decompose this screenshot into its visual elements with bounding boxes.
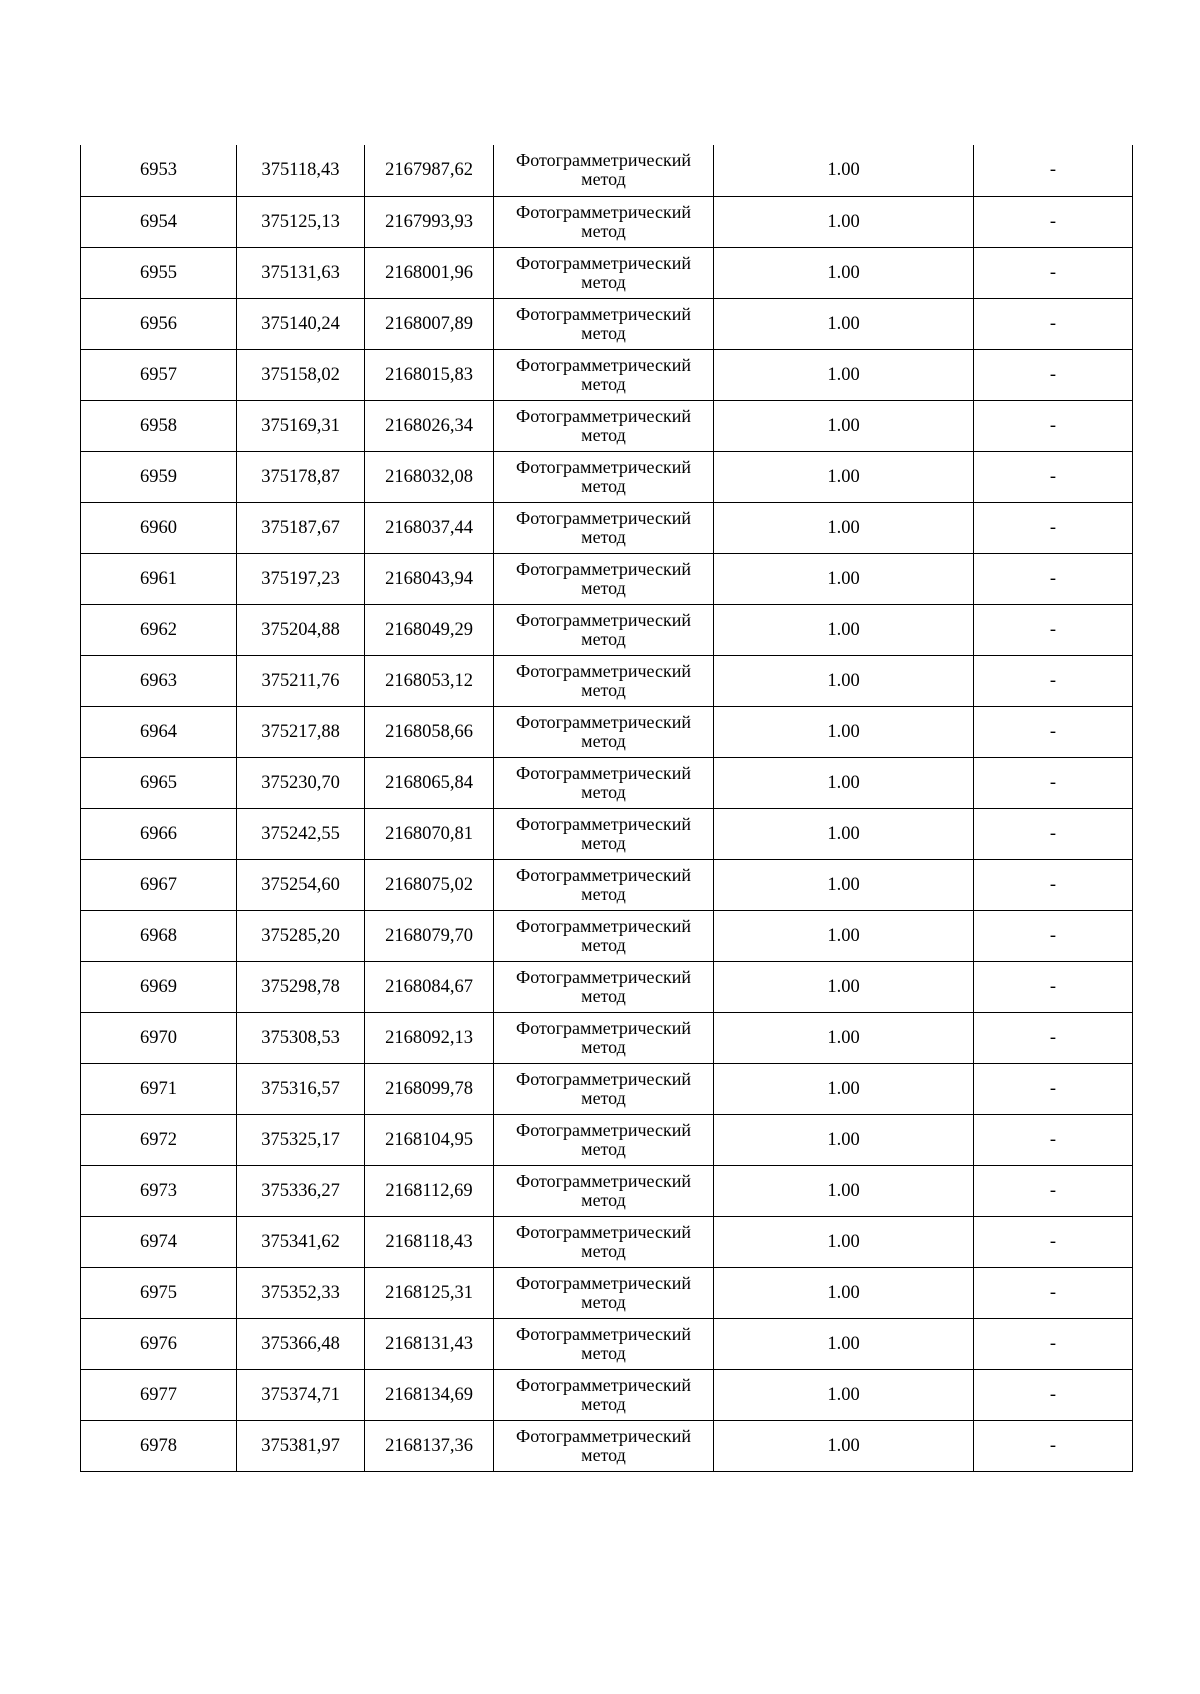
method-line-2: метод [581, 1087, 626, 1108]
x-coordinate-cell: 375178,87 [237, 451, 365, 502]
y-coordinate-cell: 2168092,13 [365, 1012, 494, 1063]
point-number-cell: 6954 [81, 196, 237, 247]
table-row [81, 1369, 1133, 1420]
method-cell [494, 1420, 714, 1471]
point-number-cell: 6968 [81, 910, 237, 961]
point-number-cell: 6956 [81, 298, 237, 349]
table-row [81, 1216, 1133, 1267]
x-coordinate-cell: 375197,23 [237, 553, 365, 604]
method-cell [494, 298, 714, 349]
method-line-2: метод [581, 730, 626, 751]
note-cell: - [974, 1216, 1133, 1267]
method-line-2: метод [581, 781, 626, 802]
method-cell [494, 1165, 714, 1216]
method-line-2: метод [581, 220, 626, 241]
method-line-1: Фотограмметрический [516, 1221, 691, 1242]
x-coordinate-cell: 375316,57 [237, 1063, 365, 1114]
method-cell [494, 553, 714, 604]
point-number-cell: 6959 [81, 451, 237, 502]
point-number-cell: 6962 [81, 604, 237, 655]
accuracy-cell: 1.00 [714, 757, 974, 808]
accuracy-cell: 1.00 [714, 604, 974, 655]
x-coordinate-cell: 375254,60 [237, 859, 365, 910]
accuracy-cell: 1.00 [714, 1165, 974, 1216]
y-coordinate-cell: 2168043,94 [365, 553, 494, 604]
accuracy-cell: 1.00 [714, 1369, 974, 1420]
method-cell [494, 1267, 714, 1318]
x-coordinate-cell: 375211,76 [237, 655, 365, 706]
y-coordinate-cell: 2168037,44 [365, 502, 494, 553]
y-coordinate-cell: 2168032,08 [365, 451, 494, 502]
point-number-cell: 6955 [81, 247, 237, 298]
method-line-2: метод [581, 1240, 626, 1261]
x-coordinate-cell: 375374,71 [237, 1369, 365, 1420]
table-row [81, 1114, 1133, 1165]
method-line-2: метод [581, 1036, 626, 1057]
method-line-1: Фотограмметрический [516, 1272, 691, 1293]
method-line-2: метод [581, 1291, 626, 1312]
method-line-2: метод [581, 322, 626, 343]
x-coordinate-cell: 375366,48 [237, 1318, 365, 1369]
method-cell [494, 502, 714, 553]
y-coordinate-cell: 2168112,69 [365, 1165, 494, 1216]
point-number-cell: 6966 [81, 808, 237, 859]
method-line-2: метод [581, 1138, 626, 1159]
note-cell: - [974, 451, 1133, 502]
note-cell: - [974, 400, 1133, 451]
y-coordinate-cell: 2168137,36 [365, 1420, 494, 1471]
note-cell: - [974, 247, 1133, 298]
method-line-1: Фотограмметрический [516, 1425, 691, 1446]
y-coordinate-cell: 2168079,70 [365, 910, 494, 961]
note-cell: - [974, 1267, 1133, 1318]
y-coordinate-cell: 2168125,31 [365, 1267, 494, 1318]
x-coordinate-cell: 375169,31 [237, 400, 365, 451]
note-cell: - [974, 1369, 1133, 1420]
accuracy-cell: 1.00 [714, 502, 974, 553]
table-row [81, 400, 1133, 451]
note-cell: - [974, 1420, 1133, 1471]
coordinates-table-body [81, 145, 1133, 1471]
point-number-cell: 6971 [81, 1063, 237, 1114]
note-cell: - [974, 1165, 1133, 1216]
accuracy-cell: 1.00 [714, 451, 974, 502]
method-line-2: метод [581, 1444, 626, 1465]
table-row [81, 1267, 1133, 1318]
y-coordinate-cell: 2168104,95 [365, 1114, 494, 1165]
method-line-2: метод [581, 883, 626, 904]
accuracy-cell: 1.00 [714, 1267, 974, 1318]
method-line-1: Фотограмметрический [516, 864, 691, 885]
note-cell: - [974, 706, 1133, 757]
note-cell: - [974, 910, 1133, 961]
coordinates-table [80, 145, 1133, 1472]
x-coordinate-cell: 375118,43 [237, 145, 365, 196]
x-coordinate-cell: 375187,67 [237, 502, 365, 553]
method-line-2: метод [581, 169, 626, 190]
accuracy-cell: 1.00 [714, 910, 974, 961]
method-cell [494, 910, 714, 961]
method-cell [494, 655, 714, 706]
method-line-2: метод [581, 1189, 626, 1210]
method-line-2: метод [581, 985, 626, 1006]
method-line-1: Фотограмметрический [516, 354, 691, 375]
y-coordinate-cell: 2168099,78 [365, 1063, 494, 1114]
y-coordinate-cell: 2168075,02 [365, 859, 494, 910]
method-line-1: Фотограмметрический [516, 150, 691, 171]
method-cell [494, 1012, 714, 1063]
note-cell: - [974, 1012, 1133, 1063]
method-line-2: метод [581, 1342, 626, 1363]
method-cell [494, 706, 714, 757]
accuracy-cell: 1.00 [714, 808, 974, 859]
x-coordinate-cell: 375285,20 [237, 910, 365, 961]
method-cell [494, 145, 714, 196]
point-number-cell: 6976 [81, 1318, 237, 1369]
accuracy-cell: 1.00 [714, 961, 974, 1012]
method-cell [494, 1114, 714, 1165]
y-coordinate-cell: 2168015,83 [365, 349, 494, 400]
point-number-cell: 6972 [81, 1114, 237, 1165]
point-number-cell: 6973 [81, 1165, 237, 1216]
note-cell: - [974, 196, 1133, 247]
y-coordinate-cell: 2167993,93 [365, 196, 494, 247]
method-cell [494, 400, 714, 451]
y-coordinate-cell: 2168007,89 [365, 298, 494, 349]
method-line-1: Фотограмметрический [516, 711, 691, 732]
method-cell [494, 349, 714, 400]
table-row [81, 247, 1133, 298]
y-coordinate-cell: 2168065,84 [365, 757, 494, 808]
point-number-cell: 6957 [81, 349, 237, 400]
table-row [81, 145, 1133, 196]
point-number-cell: 6953 [81, 145, 237, 196]
accuracy-cell: 1.00 [714, 859, 974, 910]
table-row [81, 1420, 1133, 1471]
note-cell: - [974, 1318, 1133, 1369]
table-row [81, 808, 1133, 859]
x-coordinate-cell: 375140,24 [237, 298, 365, 349]
x-coordinate-cell: 375131,63 [237, 247, 365, 298]
point-number-cell: 6958 [81, 400, 237, 451]
method-line-2: метод [581, 373, 626, 394]
method-line-1: Фотограмметрический [516, 558, 691, 579]
method-cell [494, 196, 714, 247]
accuracy-cell: 1.00 [714, 349, 974, 400]
method-cell [494, 808, 714, 859]
method-line-2: метод [581, 679, 626, 700]
table-row [81, 502, 1133, 553]
method-line-1: Фотограмметрический [516, 609, 691, 630]
accuracy-cell: 1.00 [714, 1063, 974, 1114]
note-cell: - [974, 349, 1133, 400]
method-line-1: Фотограмметрический [516, 813, 691, 834]
accuracy-cell: 1.00 [714, 247, 974, 298]
accuracy-cell: 1.00 [714, 1318, 974, 1369]
method-line-1: Фотограмметрический [516, 1068, 691, 1089]
y-coordinate-cell: 2167987,62 [365, 145, 494, 196]
x-coordinate-cell: 375336,27 [237, 1165, 365, 1216]
accuracy-cell: 1.00 [714, 1216, 974, 1267]
point-number-cell: 6977 [81, 1369, 237, 1420]
point-number-cell: 6965 [81, 757, 237, 808]
method-line-1: Фотограмметрический [516, 1374, 691, 1395]
point-number-cell: 6969 [81, 961, 237, 1012]
y-coordinate-cell: 2168058,66 [365, 706, 494, 757]
method-cell [494, 961, 714, 1012]
table-row [81, 298, 1133, 349]
point-number-cell: 6960 [81, 502, 237, 553]
y-coordinate-cell: 2168053,12 [365, 655, 494, 706]
point-number-cell: 6974 [81, 1216, 237, 1267]
x-coordinate-cell: 375352,33 [237, 1267, 365, 1318]
method-line-1: Фотограмметрический [516, 405, 691, 426]
note-cell: - [974, 145, 1133, 196]
method-line-2: метод [581, 832, 626, 853]
method-cell [494, 1216, 714, 1267]
y-coordinate-cell: 2168001,96 [365, 247, 494, 298]
table-row [81, 706, 1133, 757]
method-line-1: Фотограмметрический [516, 660, 691, 681]
method-line-2: метод [581, 628, 626, 649]
method-line-2: метод [581, 1393, 626, 1414]
method-line-1: Фотограмметрический [516, 507, 691, 528]
method-line-1: Фотограмметрический [516, 201, 691, 222]
method-line-1: Фотограмметрический [516, 762, 691, 783]
x-coordinate-cell: 375230,70 [237, 757, 365, 808]
table-row [81, 451, 1133, 502]
method-line-1: Фотограмметрический [516, 915, 691, 936]
y-coordinate-cell: 2168131,43 [365, 1318, 494, 1369]
table-row [81, 1012, 1133, 1063]
point-number-cell: 6967 [81, 859, 237, 910]
table-row [81, 1318, 1133, 1369]
x-coordinate-cell: 375242,55 [237, 808, 365, 859]
table-row [81, 604, 1133, 655]
method-line-1: Фотограмметрический [516, 1323, 691, 1344]
method-line-1: Фотограмметрический [516, 456, 691, 477]
method-cell [494, 859, 714, 910]
method-line-2: метод [581, 424, 626, 445]
x-coordinate-cell: 375381,97 [237, 1420, 365, 1471]
x-coordinate-cell: 375204,88 [237, 604, 365, 655]
method-line-1: Фотограмметрический [516, 303, 691, 324]
note-cell: - [974, 961, 1133, 1012]
accuracy-cell: 1.00 [714, 1420, 974, 1471]
y-coordinate-cell: 2168118,43 [365, 1216, 494, 1267]
note-cell: - [974, 757, 1133, 808]
y-coordinate-cell: 2168134,69 [365, 1369, 494, 1420]
method-line-2: метод [581, 526, 626, 547]
table-row [81, 553, 1133, 604]
method-cell [494, 1063, 714, 1114]
point-number-cell: 6961 [81, 553, 237, 604]
y-coordinate-cell: 2168049,29 [365, 604, 494, 655]
note-cell: - [974, 502, 1133, 553]
table-row [81, 859, 1133, 910]
accuracy-cell: 1.00 [714, 1012, 974, 1063]
accuracy-cell: 1.00 [714, 706, 974, 757]
method-line-1: Фотограмметрический [516, 1017, 691, 1038]
note-cell: - [974, 655, 1133, 706]
method-cell [494, 451, 714, 502]
table-row [81, 196, 1133, 247]
method-cell [494, 1318, 714, 1369]
table-row [81, 655, 1133, 706]
y-coordinate-cell: 2168084,67 [365, 961, 494, 1012]
method-line-1: Фотограмметрический [516, 252, 691, 273]
table-row [81, 961, 1133, 1012]
y-coordinate-cell: 2168070,81 [365, 808, 494, 859]
method-line-2: метод [581, 475, 626, 496]
x-coordinate-cell: 375158,02 [237, 349, 365, 400]
point-number-cell: 6970 [81, 1012, 237, 1063]
accuracy-cell: 1.00 [714, 553, 974, 604]
table-row [81, 757, 1133, 808]
note-cell: - [974, 604, 1133, 655]
point-number-cell: 6963 [81, 655, 237, 706]
method-line-2: метод [581, 934, 626, 955]
accuracy-cell: 1.00 [714, 400, 974, 451]
x-coordinate-cell: 375341,62 [237, 1216, 365, 1267]
note-cell: - [974, 298, 1133, 349]
note-cell: - [974, 808, 1133, 859]
point-number-cell: 6978 [81, 1420, 237, 1471]
accuracy-cell: 1.00 [714, 196, 974, 247]
note-cell: - [974, 859, 1133, 910]
table-row [81, 349, 1133, 400]
method-line-1: Фотограмметрический [516, 1170, 691, 1191]
accuracy-cell: 1.00 [714, 145, 974, 196]
y-coordinate-cell: 2168026,34 [365, 400, 494, 451]
point-number-cell: 6964 [81, 706, 237, 757]
method-line-2: метод [581, 577, 626, 598]
note-cell: - [974, 1063, 1133, 1114]
method-line-2: метод [581, 271, 626, 292]
x-coordinate-cell: 375298,78 [237, 961, 365, 1012]
accuracy-cell: 1.00 [714, 1114, 974, 1165]
method-line-1: Фотограмметрический [516, 1119, 691, 1140]
x-coordinate-cell: 375217,88 [237, 706, 365, 757]
method-cell [494, 247, 714, 298]
x-coordinate-cell: 375125,13 [237, 196, 365, 247]
accuracy-cell: 1.00 [714, 655, 974, 706]
note-cell: - [974, 553, 1133, 604]
x-coordinate-cell: 375308,53 [237, 1012, 365, 1063]
x-coordinate-cell: 375325,17 [237, 1114, 365, 1165]
note-cell: - [974, 1114, 1133, 1165]
point-number-cell: 6975 [81, 1267, 237, 1318]
table-row [81, 910, 1133, 961]
method-line-1: Фотограмметрический [516, 966, 691, 987]
method-cell [494, 757, 714, 808]
accuracy-cell: 1.00 [714, 298, 974, 349]
table-row [81, 1063, 1133, 1114]
method-cell [494, 1369, 714, 1420]
table-row [81, 1165, 1133, 1216]
method-cell [494, 604, 714, 655]
